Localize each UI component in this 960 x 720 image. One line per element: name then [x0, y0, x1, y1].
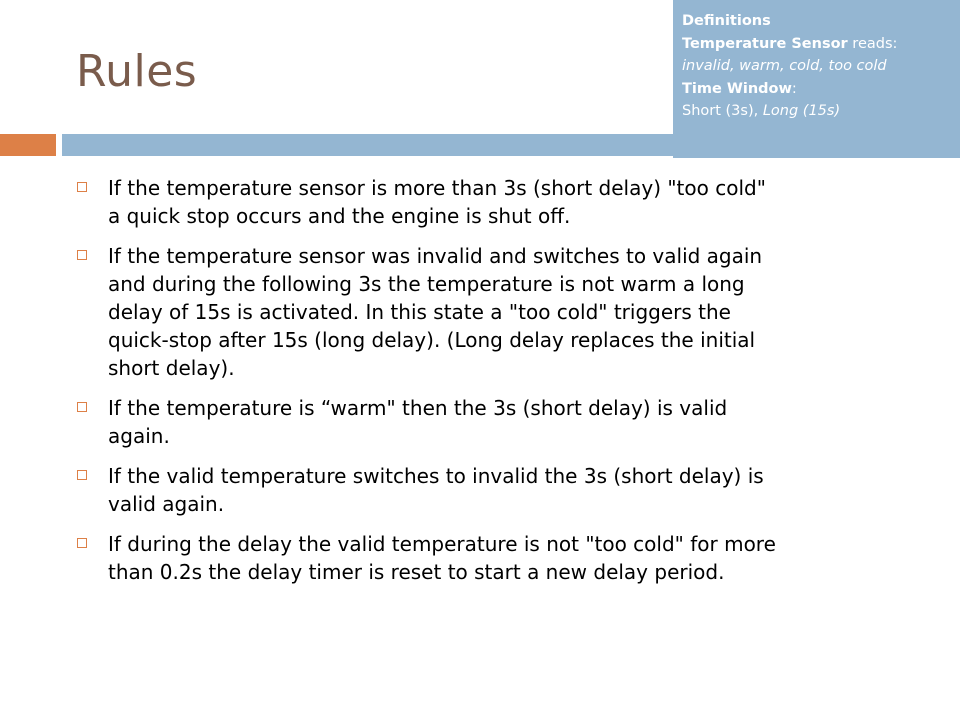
sensor-label: Temperature Sensor — [682, 35, 848, 52]
rule-item — [77, 530, 777, 586]
sensor-definition — [682, 33, 952, 56]
rule-text: If the temperature sensor is more than 3s (short delay) "too cold" a quick stop occurs and the engine is shut off. — [108, 176, 766, 228]
window-long: Long (15s) — [762, 103, 841, 119]
window-suffix: : — [791, 80, 797, 97]
window-definition — [682, 78, 952, 101]
rule-text: If the temperature is “warm" then the 3s (short delay) is valid again. — [108, 396, 728, 448]
window-short: Short (3s), — [682, 103, 763, 119]
definitions-heading: Definitions — [682, 13, 771, 29]
bullet-icon — [77, 250, 87, 260]
rules-list — [77, 174, 777, 598]
slide-title: Rules — [76, 46, 198, 97]
bullet-icon — [77, 182, 87, 192]
definitions-box — [673, 0, 960, 158]
rule-text: If during the delay the valid temperature is not "too cold" for more than 0.2s the delay timer is reset to start a new delay period. — [108, 532, 776, 584]
bullet-icon — [77, 402, 87, 412]
rule-item — [77, 394, 777, 450]
rule-text: If the valid temperature switches to invalid the 3s (short delay) is valid again. — [108, 464, 764, 516]
rule-item — [77, 462, 777, 518]
bullet-icon — [77, 470, 87, 480]
window-values — [682, 100, 952, 123]
bullet-icon — [77, 538, 87, 548]
sensor-suffix: reads: — [847, 35, 898, 52]
window-label: Time Window — [682, 80, 792, 97]
rule-text: If the temperature sensor was invalid and switches to valid again and during the following 3s the temperature is not warm a long delay of 15s is activated. In this state a "too cold" triggers the quick-stop after 15s (long delay). (Long delay replaces the initial short delay). — [108, 244, 763, 380]
accent-bar-orange — [0, 134, 56, 156]
rule-item — [77, 174, 777, 230]
sensor-values: invalid, warm, cold, too cold — [682, 58, 887, 74]
rule-item — [77, 242, 777, 382]
